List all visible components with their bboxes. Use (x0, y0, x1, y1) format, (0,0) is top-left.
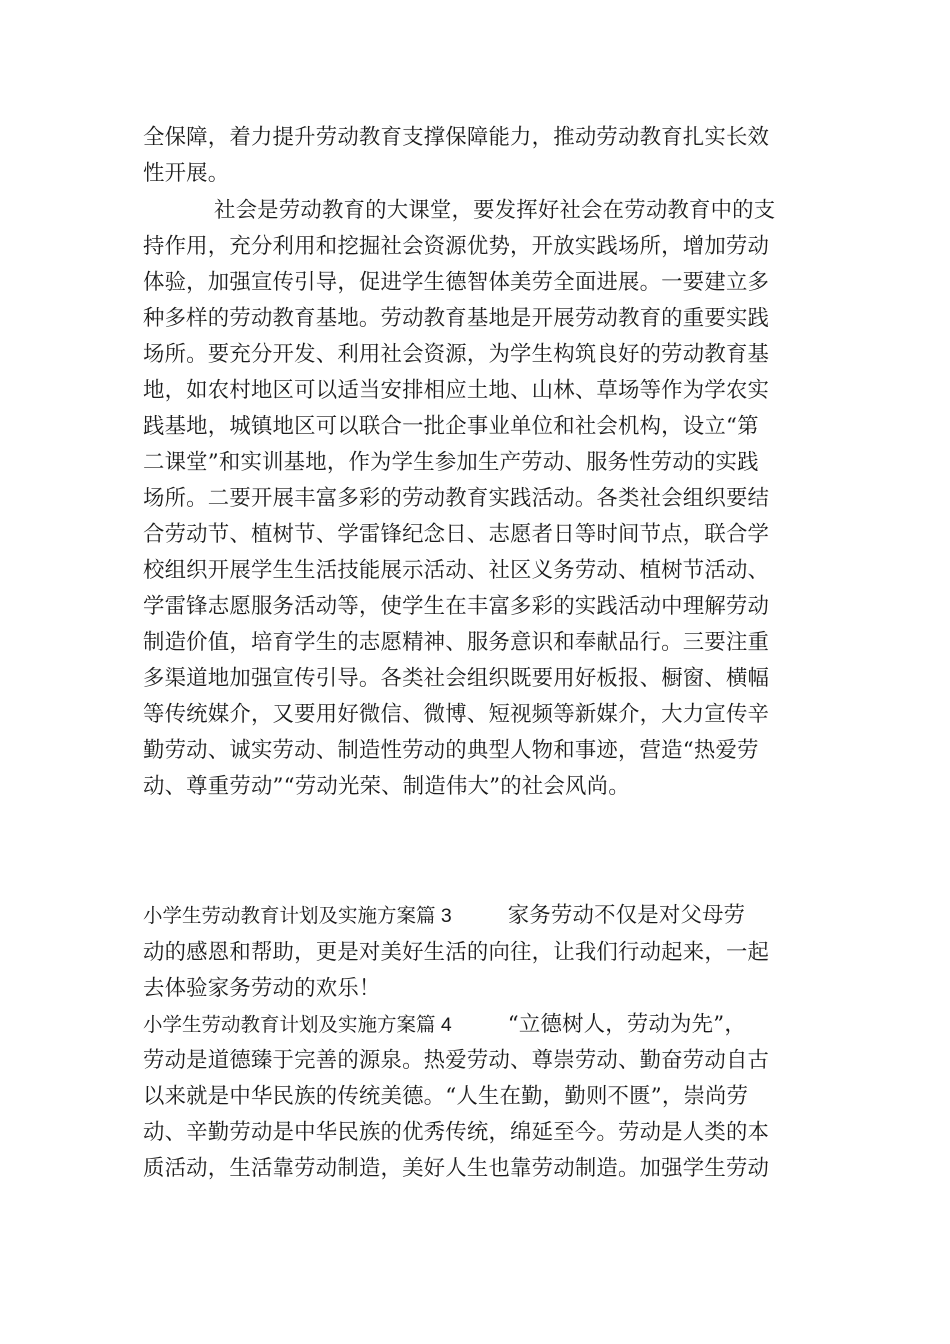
text-line: 动、辛勤劳动是中华民族的优秀传统，绵延至今。劳动是人类的本 (143, 1120, 770, 1145)
text-line: 全保障，着力提升劳动教育支撑保障能力，推动劳动教育扎实长效 (143, 125, 770, 150)
text-line: 地，如农村地区可以适当安排相应土地、山林、草场等作为学农实 (143, 378, 770, 403)
text-line: 场所。要充分开发、利用社会资源，为学生构筑良好的劳动教育基 (143, 342, 770, 367)
text-line: 体验，加强宣传引导，促进学生德智体美劳全面进展。一要建立多 (143, 270, 770, 295)
text-line: 场所。二要开展丰富多彩的劳动教育实践活动。各类社会组织要结 (143, 486, 770, 511)
text-line: “立德树人，劳动为先”， (507, 1012, 746, 1037)
section-4-heading: 小学生劳动教育计划及实施方案篇 4 (143, 1014, 452, 1036)
text-line: 性开展。 (143, 161, 230, 186)
text-line: 校组织开展学生生活技能展示活动、社区义务劳动、植树节活动、 (143, 558, 770, 583)
text-line: 合劳动节、植树节、学雷锋纪念日、志愿者日等时间节点，联合学 (143, 522, 770, 547)
text-line: 社会是劳动教育的大课堂，要发挥好社会在劳动教育中的支 (214, 198, 776, 223)
section-4-first-line (143, 1007, 746, 1043)
section-3-heading: 小学生劳动教育计划及实施方案篇 3 (143, 905, 452, 927)
text-line: 去体验家务劳动的欢乐！ (143, 976, 381, 1001)
text-line: 持作用，充分利用和挖掘社会资源优势，开放实践场所，增加劳动 (143, 234, 770, 259)
text-line: 以来就是中华民族的传统美德。“人生在勤，勤则不匮”，崇尚劳 (143, 1084, 749, 1109)
text-line: 家务劳动不仅是对父母劳 (507, 903, 746, 928)
text-line: 等传统媒介，又要用好微信、微博、短视频等新媒介，大力宣传辛 (143, 702, 770, 727)
text-line: 勤劳动、诚实劳动、制造性劳动的典型人物和事迹，营造“热爱劳 (143, 738, 759, 763)
text-line: 动、尊重劳动”“劳动光荣、制造伟大”的社会风尚。 (143, 774, 630, 799)
text-line: 学雷锋志愿服务活动等，使学生在丰富多彩的实践活动中理解劳动 (143, 594, 770, 619)
text-line: 种多样的劳动教育基地。劳动教育基地是开展劳动教育的重要实践 (143, 306, 770, 331)
text-line: 二课堂”和实训基地，作为学生参加生产劳动、服务性劳动的实践 (143, 450, 759, 475)
text-line: 劳动是道德臻于完善的源泉。热爱劳动、尊崇劳动、勤奋劳动自古 (143, 1048, 770, 1073)
text-line: 践基地，城镇地区可以联合一批企事业单位和社会机构，设立“第 (143, 414, 759, 439)
text-line: 多渠道地加强宣传引导。各类社会组织既要用好板报、橱窗、横幅 (143, 666, 770, 691)
text-line: 质活动，生活靠劳动制造，美好人生也靠劳动制造。加强学生劳动 (143, 1156, 770, 1181)
text-line: 动的感恩和帮助，更是对美好生活的向往，让我们行动起来，一起 (143, 940, 770, 965)
section-3-first-line (143, 898, 745, 934)
text-line: 制造价值，培育学生的志愿精神、服务意识和奉献品行。三要注重 (143, 630, 770, 655)
